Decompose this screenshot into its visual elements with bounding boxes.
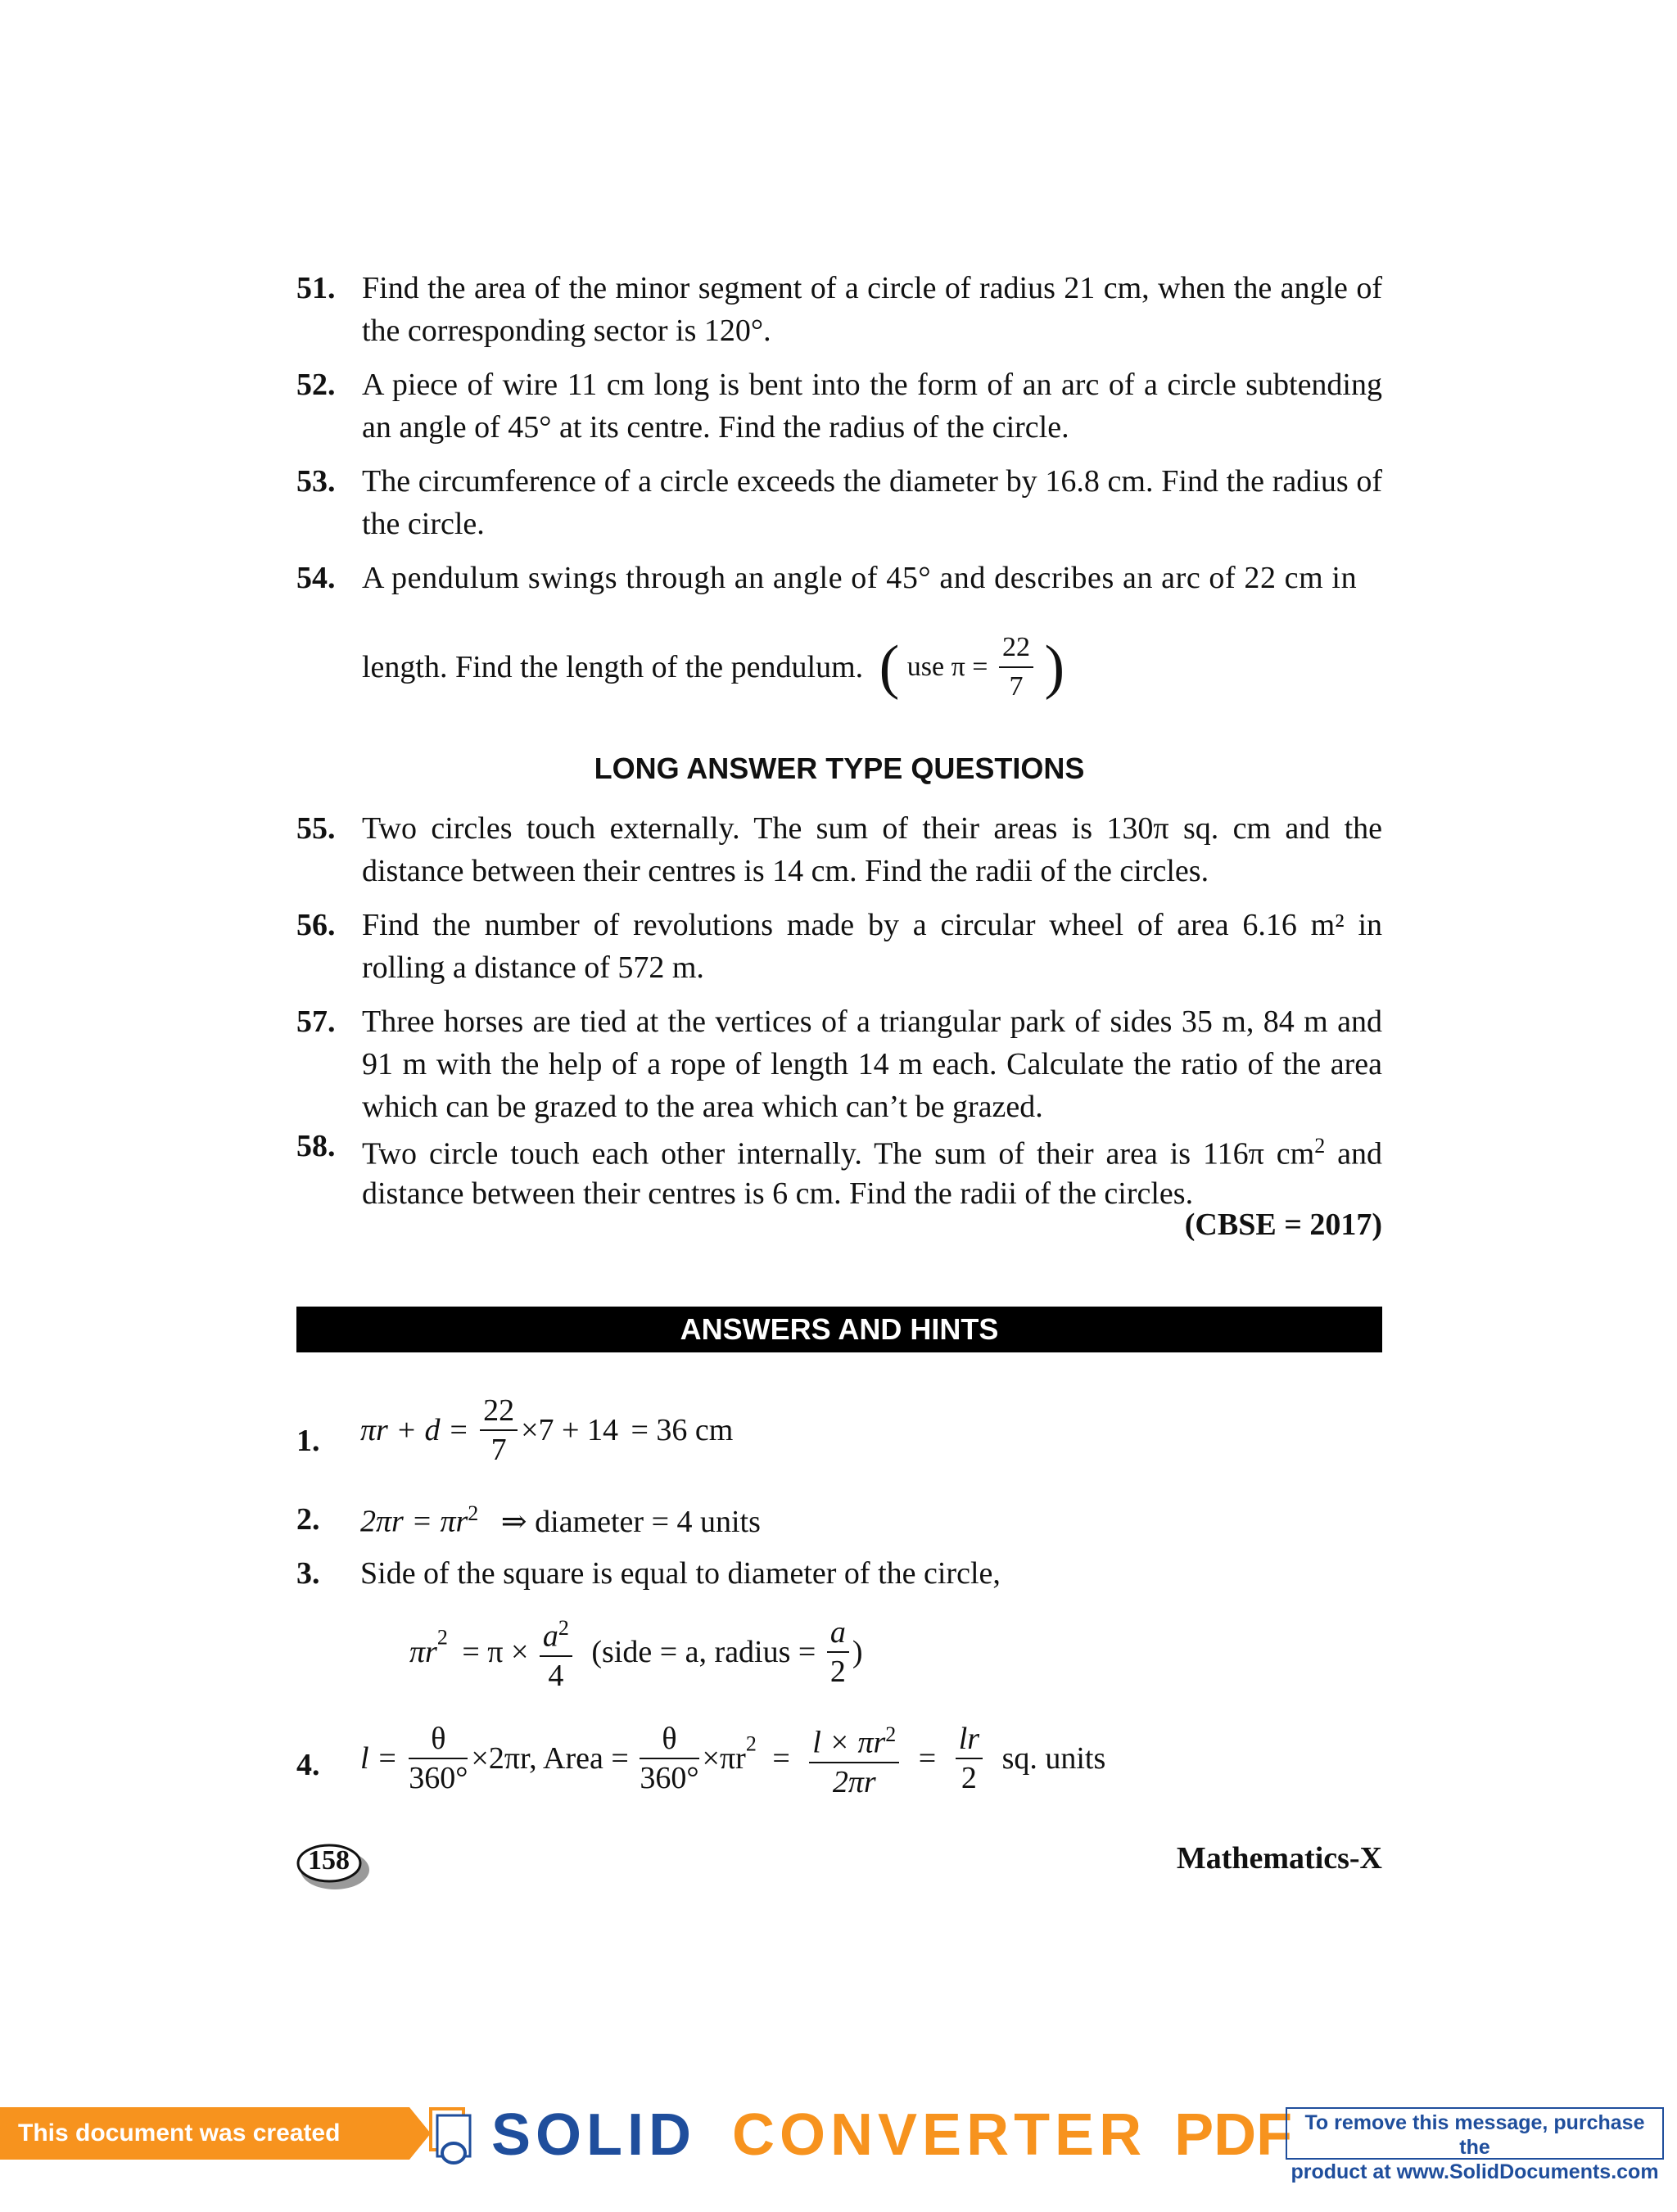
- answer-4-eq1: =: [772, 1740, 790, 1776]
- fraction-denominator: 360°: [409, 1760, 468, 1795]
- superscript: 2: [885, 1722, 897, 1746]
- watermark-purchase-link[interactable]: [1286, 2107, 1664, 2183]
- answer-1-result: = 36 cm: [631, 1413, 734, 1447]
- fraction-numerator: [809, 1716, 899, 1763]
- answer-3-fraction: [540, 1609, 572, 1695]
- fraction-denominator: 2: [829, 1654, 846, 1689]
- question-text: Find the number of revolutions made by a circular wheel of area 6.16 m² in rolling a distance of 572 m.: [362, 908, 1382, 985]
- question-number: 58.: [296, 1129, 336, 1163]
- answer-4-tail: sq. units: [1001, 1740, 1106, 1776]
- fraction-denominator: 4: [548, 1658, 564, 1693]
- fraction-numerator: θ: [409, 1720, 468, 1759]
- answer-3-side-text: (side = a, radius =: [591, 1634, 816, 1669]
- answer-4-eq2: =: [918, 1740, 937, 1776]
- pi-numerator: 22: [999, 629, 1033, 668]
- fraction-denominator: 2: [961, 1760, 977, 1795]
- answer-4-l: l =: [360, 1740, 398, 1776]
- answer-4-mid2: ×πr: [702, 1740, 746, 1776]
- question-text: The circumference of a circle exceeds the diameter by 16.8 cm. Find the radius of the circle.: [362, 464, 1382, 541]
- superscript: 2: [745, 1731, 757, 1756]
- superscript: 2: [1314, 1134, 1326, 1158]
- question-54-line-2: [362, 629, 1065, 706]
- question-55: [296, 807, 1382, 892]
- question-number: 54.: [296, 561, 336, 595]
- watermark-logo-text: [491, 2102, 1293, 2168]
- answer-1-lhs: πr + d =: [360, 1413, 469, 1447]
- question-text: A piece of wire 11 cm long is bent into the form of an arc of a circle subtending an angle of 45° at its centre. Find the radius of the circle.: [362, 368, 1382, 445]
- fraction-numerator: a: [827, 1614, 849, 1653]
- question-58: [296, 1126, 1382, 1212]
- question-text-line-2: length. Find the length of the pendulum.: [362, 650, 864, 684]
- answer-2-expr: 2πr = πr: [360, 1504, 468, 1539]
- question-text: Three horses are tied at the vertices of a triangular park of sides 35 m, 84 m and 91 m with the help of a rope of length 14 m each. Calculate the ratio of the area which can be grazed to the area which can’t be grazed.: [362, 1004, 1382, 1124]
- answer-4-fraction-4: [956, 1720, 983, 1797]
- answers-banner: ANSWERS AND HINTS: [296, 1307, 1382, 1352]
- fraction-numerator: [540, 1609, 572, 1657]
- watermark-right-line-2: product at www.SolidDocuments.com: [1291, 2160, 1659, 2183]
- answer-3-number: 3.: [296, 1556, 320, 1591]
- close-paren: ): [1044, 634, 1065, 701]
- question-number: 52.: [296, 368, 336, 402]
- page-number-badge: [296, 1842, 362, 1885]
- question-51: [296, 267, 1382, 352]
- question-number: 57.: [296, 1004, 336, 1039]
- logo-converter: CONVERTER: [732, 2102, 1147, 2168]
- question-text: Find the area of the minor segment of a circle of radius 21 cm, when the angle of the corresponding sector is 120°.: [362, 271, 1382, 348]
- question-number: 51.: [296, 271, 336, 305]
- solid-documents-logo-icon: [426, 2106, 483, 2166]
- fraction-numerator-var: a: [542, 1618, 558, 1654]
- question-number: 55.: [296, 811, 336, 846]
- answer-1-number: 1.: [296, 1424, 320, 1458]
- answer-4-mid: ×2πr, Area =: [471, 1740, 629, 1776]
- answer-1-fraction: [480, 1392, 518, 1469]
- question-56: [296, 904, 1382, 989]
- question-57: [296, 1000, 1382, 1128]
- source-citation: (CBSE = 2017): [1184, 1208, 1382, 1242]
- book-title: Mathematics-X: [1176, 1841, 1382, 1876]
- fraction-denominator: 360°: [640, 1760, 699, 1795]
- logo-pdf: PDF: [1174, 2102, 1293, 2168]
- long-answer-section-title: LONG ANSWER TYPE QUESTIONS: [594, 752, 1085, 785]
- question-text: Two circles touch externally. The sum of their areas is 130π sq. cm and the distance between their centres is 14 cm. Find the radii of the circles.: [362, 811, 1382, 888]
- question-52: [296, 363, 1382, 449]
- fraction-numerator-text: l × πr: [812, 1725, 886, 1760]
- answer-3-eq: = π ×: [462, 1634, 529, 1669]
- answer-1-expression: [360, 1392, 733, 1469]
- question-text-part-b: and distance between their centres is 6 cm. Find the radii of the circles.: [362, 1136, 1382, 1211]
- answer-1-rest: ×7 + 14: [521, 1413, 618, 1447]
- fraction-numerator: 22: [480, 1392, 518, 1431]
- fraction-denominator: 2πr: [832, 1764, 876, 1799]
- watermark-right-line-1: To remove this message, purchase the: [1304, 2111, 1645, 2159]
- superscript: 2: [468, 1501, 479, 1525]
- question-number: 53.: [296, 464, 336, 499]
- page-number: 158: [308, 1845, 350, 1876]
- answer-4-fraction-1: [409, 1720, 468, 1797]
- question-text-part-a: Two circle touch each other internally. The sum of their area is 116π cm: [362, 1136, 1315, 1171]
- watermark-left-label: This document was created using: [0, 2107, 409, 2160]
- superscript: 2: [558, 1616, 569, 1640]
- open-paren: (: [879, 634, 900, 701]
- answer-4-fraction-2: [640, 1720, 698, 1797]
- answer-3-lhs: πr: [409, 1634, 437, 1669]
- answer-4-expression: [360, 1716, 1105, 1801]
- fraction-numerator: θ: [640, 1720, 698, 1759]
- answer-4-number: 4.: [296, 1748, 320, 1782]
- question-54: [296, 557, 1382, 704]
- question-number: 56.: [296, 908, 336, 942]
- logo-solid: SOLID: [491, 2102, 697, 2168]
- answer-2-tail: ⇒ diameter = 4 units: [500, 1504, 761, 1539]
- pi-fraction: [999, 629, 1033, 706]
- answer-3-text: Side of the square is equal to diameter of the circle,: [360, 1556, 1001, 1591]
- hint-prefix: use π =: [906, 652, 988, 682]
- question-text-line-1: A pendulum swings through an angle of 45° and describes an arc of 22 cm in: [362, 561, 1358, 595]
- question-53: [296, 460, 1382, 545]
- answer-3-expression: [409, 1609, 863, 1695]
- answer-4-fraction-3: [809, 1716, 899, 1801]
- close-paren: ): [852, 1634, 863, 1669]
- question-text: [362, 1126, 1382, 1213]
- fraction-denominator: 7: [490, 1433, 507, 1467]
- answer-3-radius-fraction: [827, 1614, 849, 1691]
- superscript: 2: [436, 1625, 448, 1650]
- answer-2-number: 2.: [296, 1502, 320, 1537]
- answer-2-expression: [360, 1501, 761, 1540]
- fraction-numerator: lr: [956, 1720, 983, 1759]
- pi-denominator: 7: [1009, 671, 1024, 702]
